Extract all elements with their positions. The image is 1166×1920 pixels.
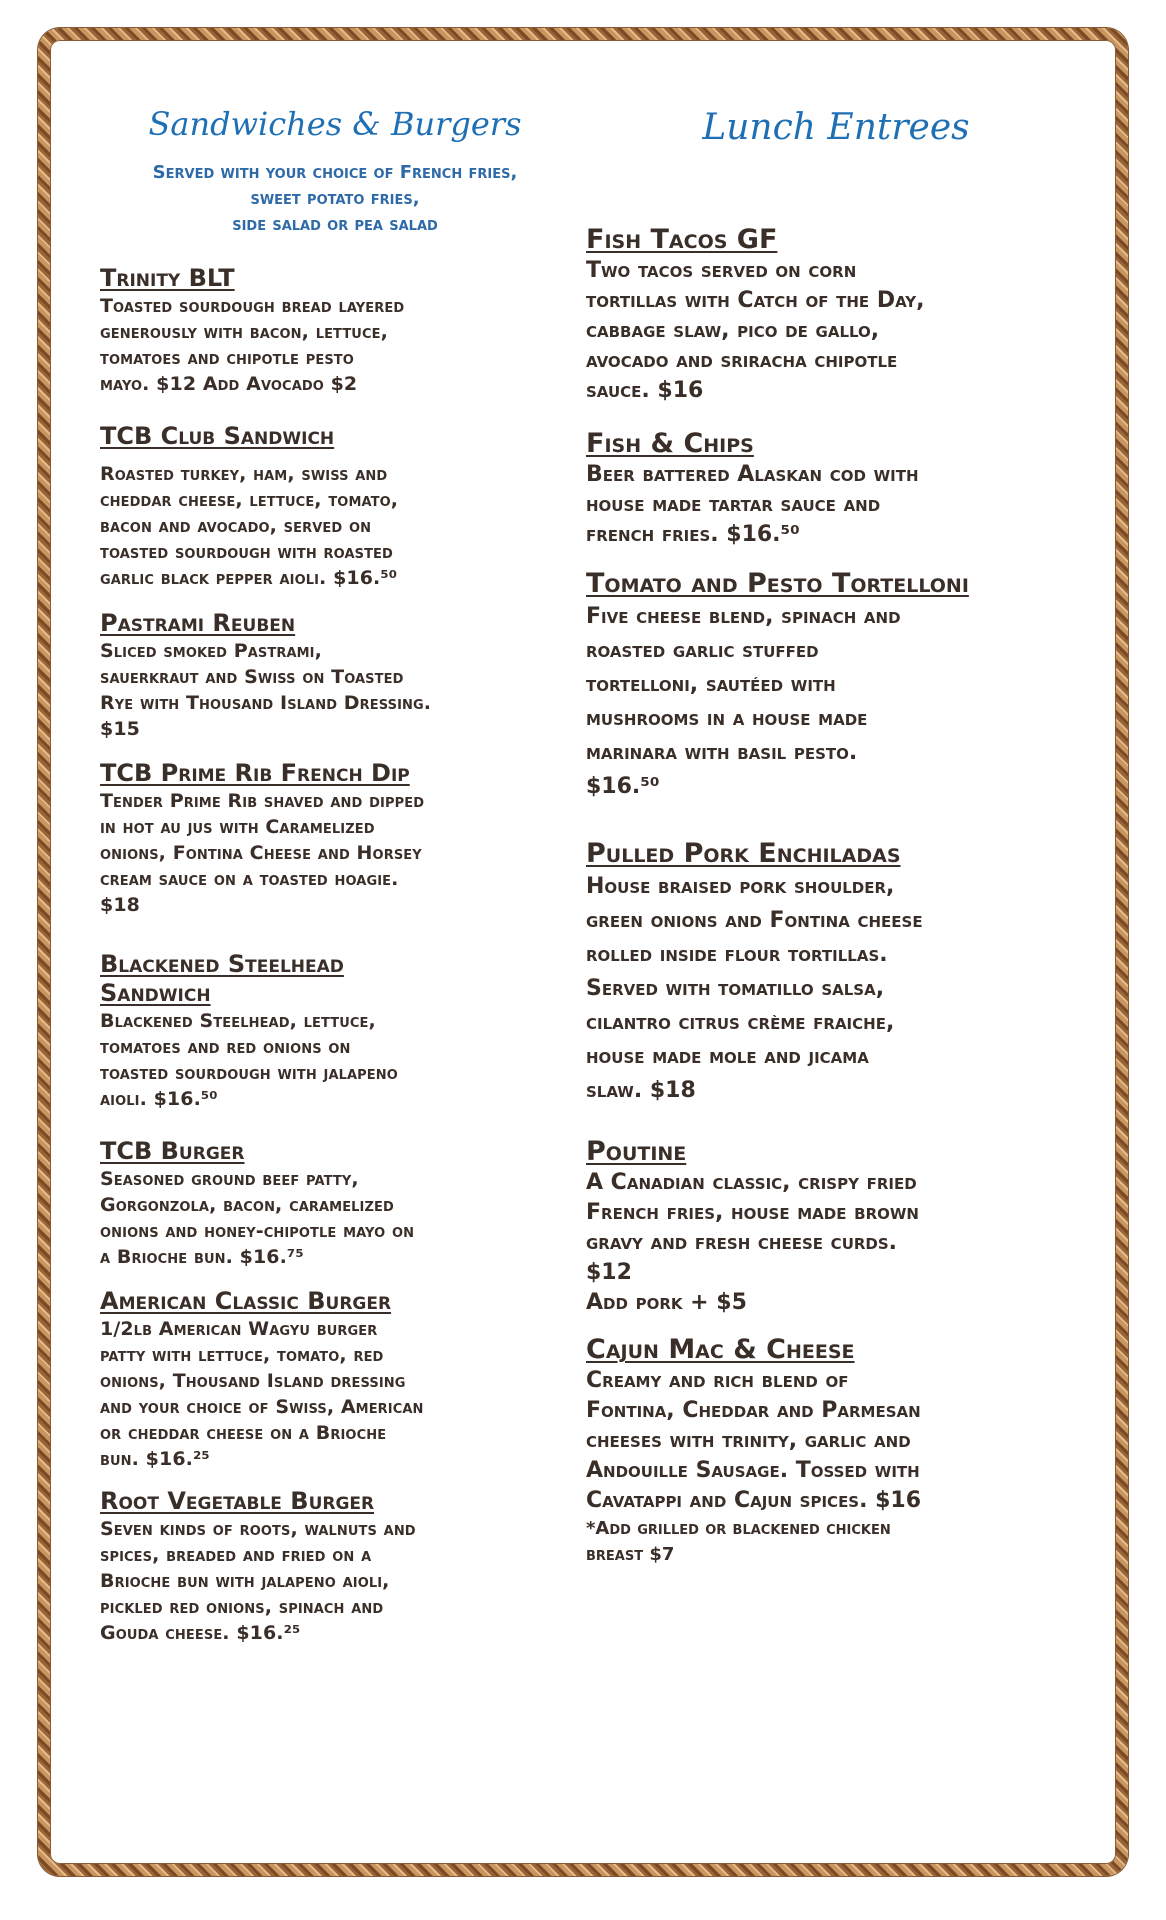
menu-item-desc: Seasoned ground beef patty, Gorgonzola, bacon, caramelized onions and honey-chipotle mayo on a Brioche bun. $16.⁷⁵ [100,1168,415,1268]
menu-item-desc: Five cheese blend, spinach and roasted garlic stuffed tortelloni, sautéed with mushrooms in a house made marinara with basil pesto. $16.⁵⁰ [586,604,901,799]
menu-item-desc: Creamy and rich blend of Fontina, Cheddar and Parmesan cheeses with trinity, garlic and Andouille Sausage. Tossed with Cavatappi and Cajun spices. $16 [586,1368,922,1513]
menu-item-name: Poutine [586,1136,687,1167]
section-title-sandwiches: Sandwiches & Burgers [148,105,522,143]
menu-item-desc: Two tacos served on corn tortillas with Catch of the Day, cabbage slaw, pico de gallo, avocado and sriracha chipotle sauce. $16 [586,258,925,403]
menu-item-name: TCB Club Sandwich [100,422,335,450]
menu-item-desc: 1/2lb American Wagyu burger patty with lettuce, tomato, red onions, Thousand Island dressing and your choice of Swiss, American or cheddar cheese on a Brioche bun. $16.²⁵ [100,1318,424,1470]
menu-item-desc: Toasted sourdough bread layered generously with bacon, lettuce, tomatoes and chipotle pesto mayo. $12 Add Avocado $2 [100,295,405,395]
menu-item-note: *Add grilled or blackened chicken breast $7 [586,1518,891,1565]
menu-item-desc: Sliced smoked Pastrami, sauerkraut and Swiss on Toasted Rye with Thousand Island Dressing. $15 [100,640,432,740]
section-title-lunch-entrees: Lunch Entrees [702,107,970,148]
menu-item-american-classic-burger [100,1287,424,1472]
menu-item-name: Fish & Chips [586,428,754,459]
menu-item-desc: Blackened Steelhead, lettuce, tomatoes and red onions on toasted sourdough with jalapeno aioli. $16.⁵⁰ [100,1010,398,1110]
menu-item-name: Pastrami Reuben [100,609,296,637]
menu-item-name: Root Vegetable Burger [100,1487,375,1515]
menu-item-name: American Classic Burger [100,1287,392,1315]
menu-item-tcb-burger [100,1137,414,1270]
menu-item-name: TCB Burger [100,1137,245,1165]
menu-item-root-vegetable-burger [100,1487,416,1646]
menu-item-fish-chips [586,428,919,550]
menu-item-desc: Roasted turkey, ham, swiss and cheddar cheese, lettuce, tomato, bacon and avocado, served on toasted sourdough with roasted garlic black pepper aioli. $16.⁵⁰ [100,463,399,589]
menu-item-desc: A Canadian classic, crispy fried French fries, house made brown gravy and fresh cheese curds. $12 Add pork + $5 [586,1170,919,1315]
menu-item-cajun-mac-cheese [586,1334,921,1568]
menu-item-tcb-club [100,422,398,591]
menu-item-desc: Tender Prime Rib shaved and dipped in hot au jus with Caramelized onions, Fontina Cheese and Horsey cream sauce on a toasted hoagie. $18 [100,790,425,916]
menu-item-tomato-pesto-tortelloni [586,568,969,804]
menu-item-pastrami-reuben [100,609,431,742]
menu-item-prime-rib-dip [100,759,424,918]
menu-item-name: Pulled Pork Enchiladas [586,838,901,869]
menu-item-pulled-pork-enchiladas [586,838,923,1108]
menu-item-name: Cajun Mac & Cheese [586,1334,855,1365]
menu-item-desc: Beer battered Alaskan cod with house made tartar sauce and french fries. $16.⁵⁰ [586,462,919,547]
menu-item-poutine [586,1136,919,1318]
menu-item-fish-tacos [586,224,924,406]
menu-item-name: Blackened Steelhead Sandwich [100,950,344,1007]
menu-item-blackened-steelhead [100,950,398,1112]
menu-item-desc: Seven kinds of roots, walnuts and spices, breaded and fried on a Brioche bun with jalapeno aioli, pickled red onions, spinach and Gouda cheese. $16.²⁵ [100,1518,416,1644]
menu-item-trinity-blt [100,264,404,397]
menu-item-name: Trinity BLT [100,264,235,292]
section-subtitle-sides: Served with your choice of French fries, sweet potato fries, side salad or pea salad [152,162,518,235]
menu-item-desc: House braised pork shoulder, green onions and Fontina cheese rolled inside flour tortillas. Served with tomatillo salsa, cilantro citrus crème fraiche, house made mole and jicama slaw. $18 [586,874,923,1103]
menu-item-name: Fish Tacos GF [586,224,778,255]
menu-item-name: TCB Prime Rib French Dip [100,759,410,787]
menu-item-name: Tomato and Pesto Tortelloni [586,568,969,599]
